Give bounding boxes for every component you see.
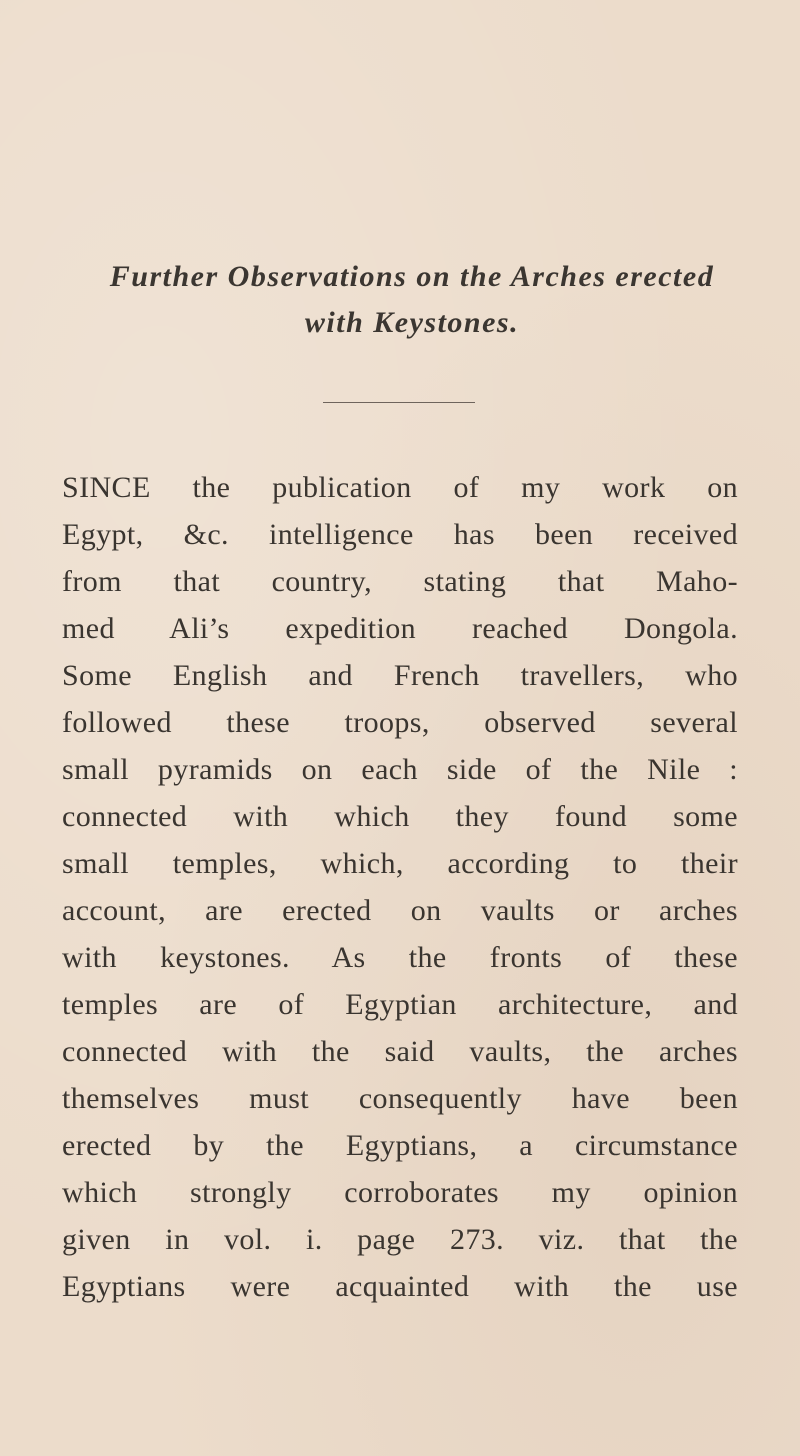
text-line: connected with the said vaults, the arches [62, 1035, 738, 1068]
heading-line-2: with Keystones. [304, 306, 520, 339]
text-line: Some English and French travellers, who [62, 659, 738, 692]
text-line: med Ali’s expedition reached Dongola. [62, 612, 738, 645]
section-heading [62, 254, 762, 346]
heading-divider [323, 402, 475, 403]
text-line: themselves must consequently have been [62, 1082, 738, 1115]
text-line: connected with which they found some [62, 800, 738, 833]
text-line: with keystones. As the fronts of these [62, 941, 738, 974]
text-line: account, are erected on vaults or arches [62, 894, 738, 927]
text-line: given in vol. i. page 273. viz. that the [62, 1223, 738, 1256]
text-line: small temples, which, according to their [62, 847, 738, 880]
text-line: from that country, stating that Maho- [62, 565, 738, 598]
text-line: which strongly corroborates my opinion [62, 1176, 738, 1209]
text-line: SINCE the publication of my work on [62, 471, 738, 504]
text-line: followed these troops, observed several [62, 706, 738, 739]
text-line: temples are of Egyptian architecture, and [62, 988, 738, 1021]
text-line: small pyramids on each side of the Nile : [62, 753, 738, 786]
text-line: Egypt, &c. intelligence has been received [62, 518, 738, 551]
body-paragraph [62, 464, 738, 1310]
text-line: erected by the Egyptians, a circumstance [62, 1129, 738, 1162]
heading-line-1: Further Observations on the Arches erected [109, 260, 715, 293]
text-line: Egyptians were acquainted with the use [62, 1270, 738, 1303]
